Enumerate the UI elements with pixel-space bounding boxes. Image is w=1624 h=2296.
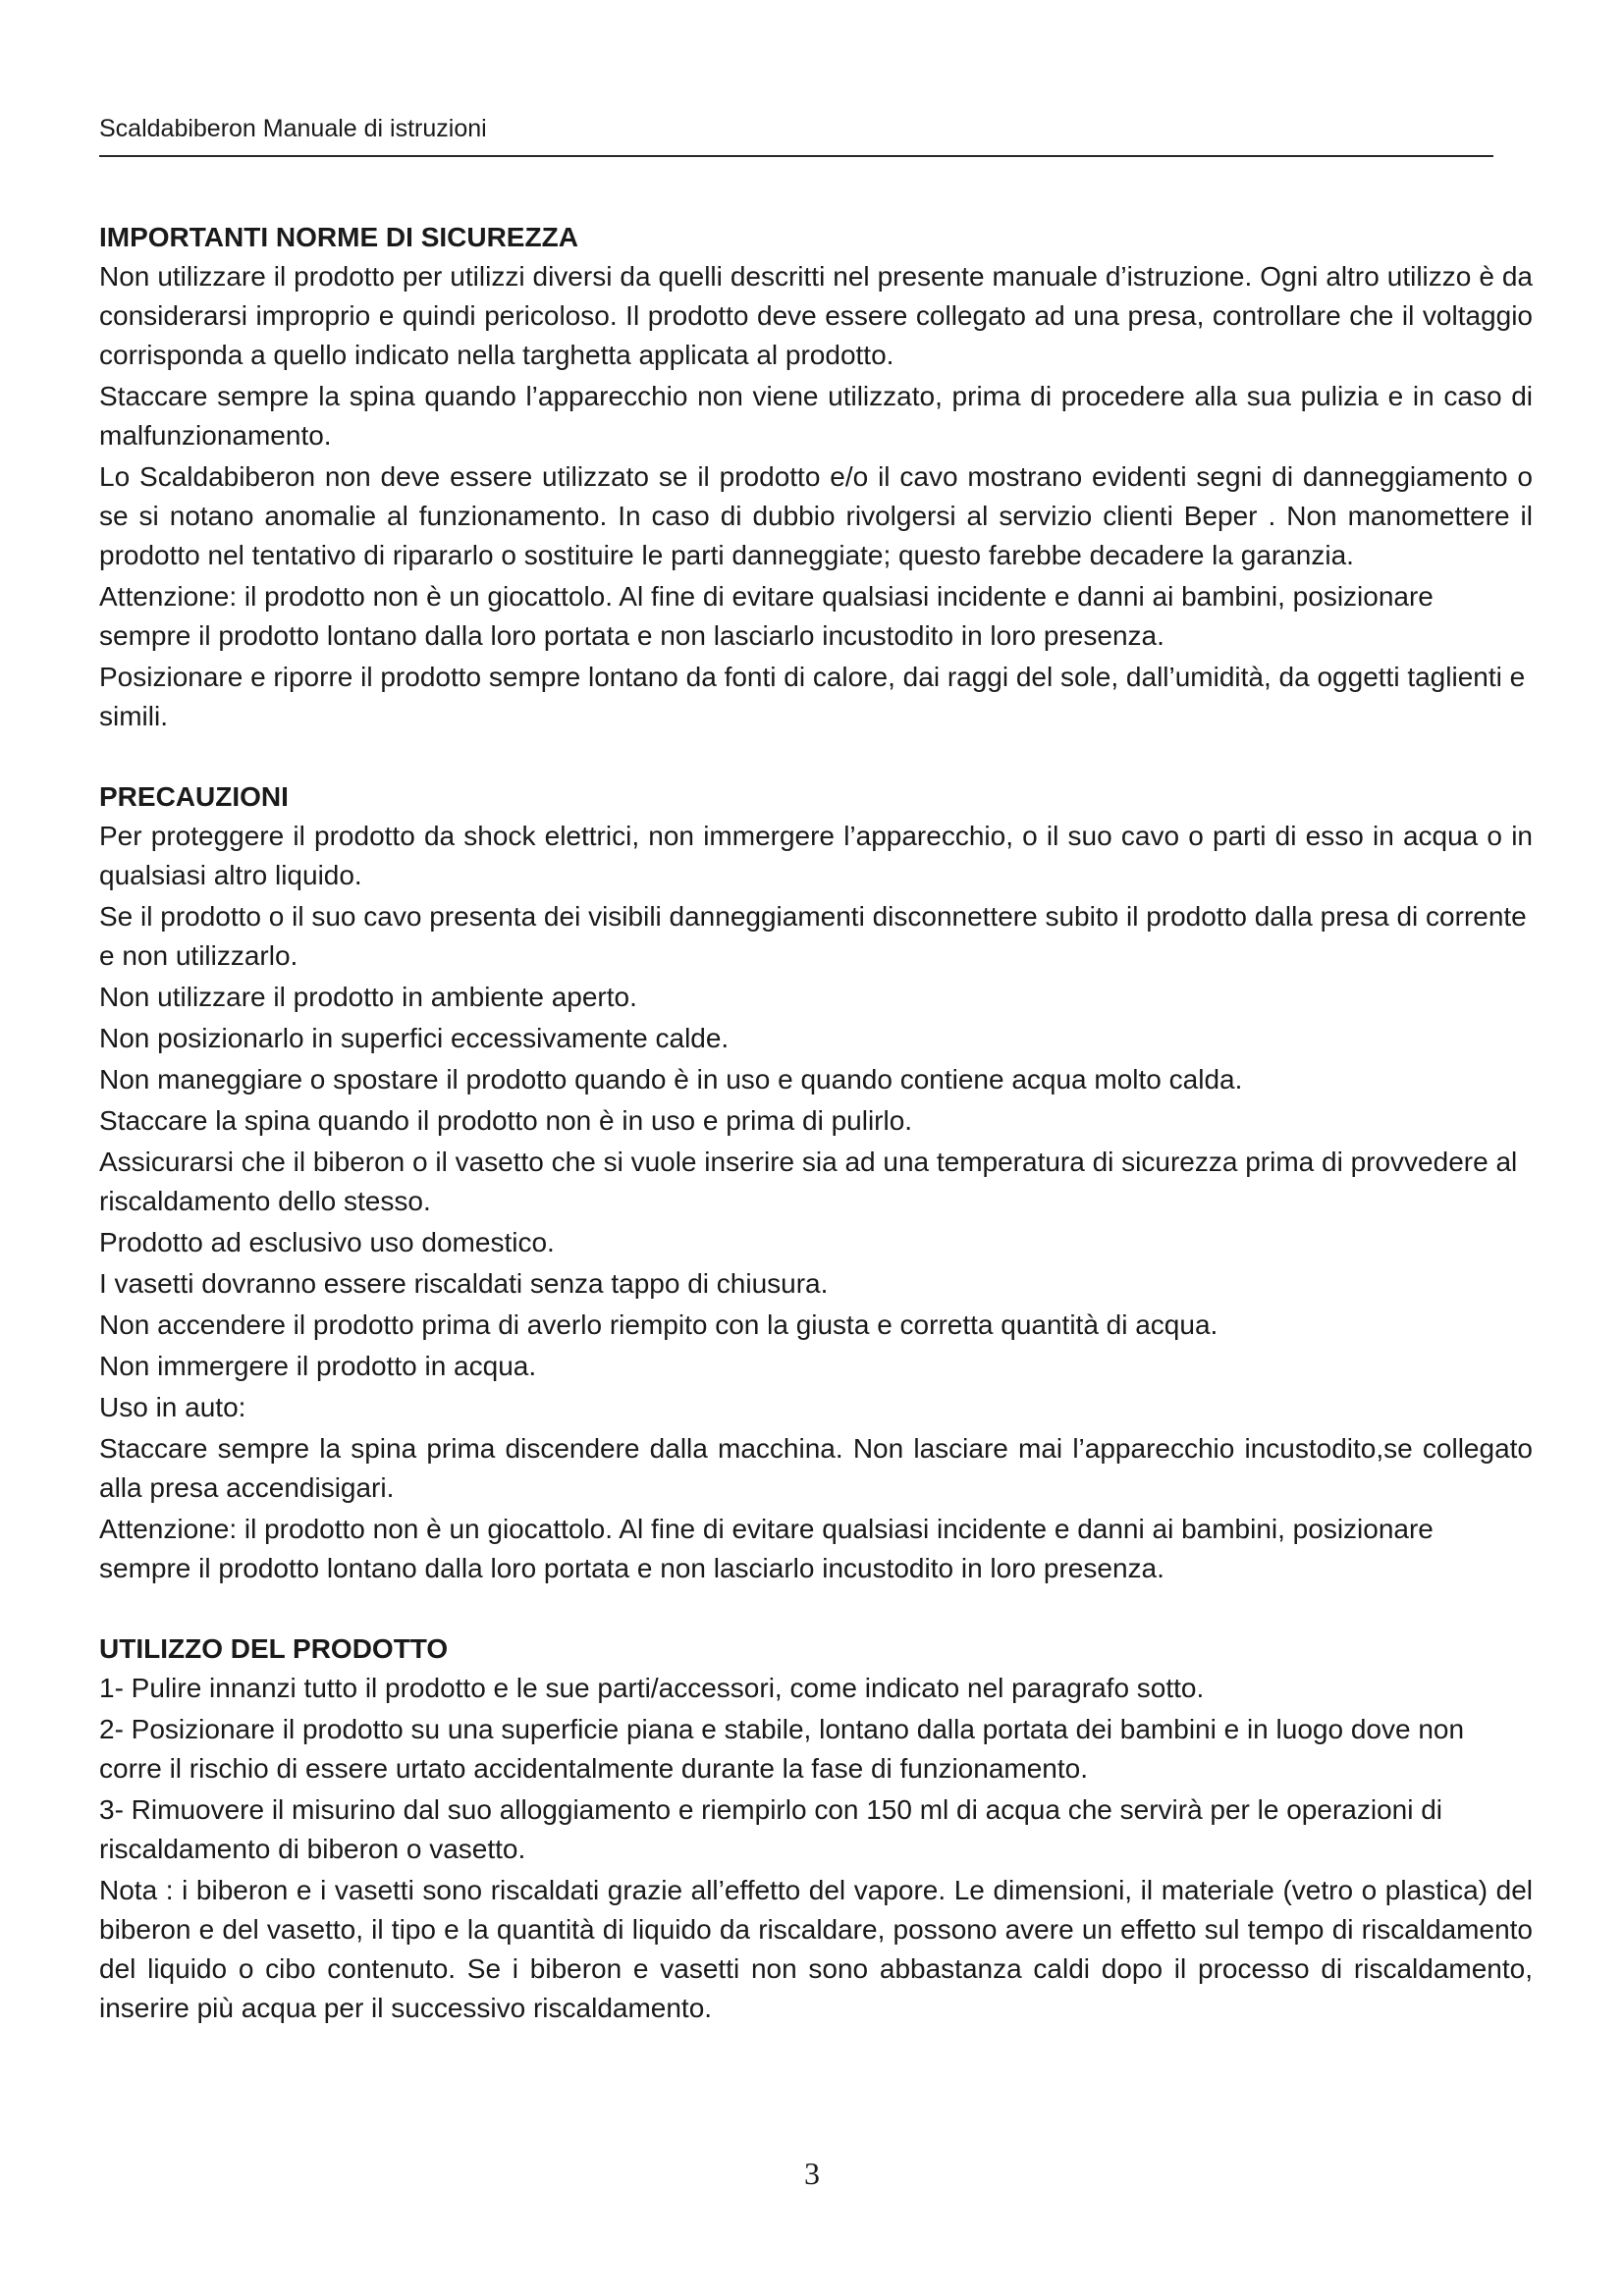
paragraph: Non utilizzare il prodotto in ambiente aperto. [99,982,637,1012]
paragraph: I vasetti dovranno essere riscaldati senza tappo di chiusura. [99,1268,829,1299]
section-product-use [99,1629,1533,2028]
paragraph: 1- Pulire innanzi tutto il prodotto e le sue parti/accessori, come indicato nel paragrafo sotto. [99,1673,1205,1703]
paragraph: Staccare sempre la spina quando l’apparecchio non viene utilizzato, prima di procedere alla sua pulizia e in caso di malfunzionamento. [99,381,1533,451]
paragraph: Non maneggiare o spostare il prodotto quando è in uso e quando contiene acqua molto calda. [99,1064,1243,1095]
page-body [99,218,1533,2030]
paragraph: Non utilizzare il prodotto per utilizzi diversi da quelli descritti nel presente manuale d’istruzione. Ogni altro utilizzo è da considerarsi improprio e quindi pericoloso. Il prodotto deve essere collegato ad una presa, controllare che il voltaggio corrisponda a quello indicato nella targhetta applicata al prodotto. [99,261,1533,370]
paragraph: Non immergere il prodotto in acqua. [99,1351,537,1381]
section-safety-rules [99,218,1533,736]
paragraph: 2- Posizionare il prodotto su una superficie piana e stabile, lontano dalla portata dei bambini e in luogo dove non corre il rischio di essere urtato accidentalmente durante la fase di funzionamento. [99,1714,1465,1784]
running-header: Scaldabiberon Manuale di istruzioni [99,115,487,142]
paragraph: Per proteggere il prodotto da shock elettrici, non immergere l’apparecchio, o il suo cavo o parti di esso in acqua o in qualsiasi altro liquido. [99,821,1533,890]
paragraph: Uso in auto: [99,1392,246,1422]
section-title: PRECAUZIONI [99,781,289,812]
paragraph: Non accendere il prodotto prima di averlo riempito con la giusta e corretta quantità di acqua. [99,1309,1218,1340]
paragraph: 3- Rimuovere il misurino dal suo alloggiamento e riempirlo con 150 ml di acqua che servirà per le operazioni di riscaldamento di biberon o vasetto. [99,1794,1443,1864]
section-precautions [99,777,1533,1588]
paragraph: Staccare la spina quando il prodotto non è in uso e prima di pulirlo. [99,1105,913,1136]
paragraph: Attenzione: il prodotto non è un giocattolo. Al fine di evitare qualsiasi incidente e danni ai bambini, posizionare sempre il prodotto lontano dalla loro portata e non lasciarlo incustodito in loro presenza. [99,1514,1434,1583]
paragraph: Staccare sempre la spina prima discendere dalla macchina. Non lasciare mai l’apparecchio incustodito,se collegato alla presa accendisigari. [99,1433,1533,1503]
paragraph: Lo Scaldabiberon non deve essere utilizzato se il prodotto e/o il cavo mostrano evidenti segni di danneggiamento o se si notano anomalie al funzionamento. In caso di dubbio rivolgersi al servizio clienti Beper . Non manomettere il prodotto nel tentativo di ripararlo o sostituire le parti danneggiate; questo farebbe decadere la garanzia. [99,461,1533,570]
header-divider [99,155,1493,157]
paragraph: Nota : i biberon e i vasetti sono riscaldati grazie all’effetto del vapore. Le dimensioni, il materiale (vetro o plastica) del biberon e del vasetto, il tipo e la quantità di liquido da riscaldare, possono avere un effetto sul tempo di riscaldamento del liquido o cibo contenuto. Se i biberon e vasetti non sono abbastanza caldi dopo il processo di riscaldamento, inserire più acqua per il successivo riscaldamento. [99,1875,1533,2023]
paragraph: Prodotto ad esclusivo uso domestico. [99,1227,555,1257]
paragraph: Se il prodotto o il suo cavo presenta dei visibili danneggiamenti disconnettere subito il prodotto dalla presa di corrente e non utilizzarlo. [99,901,1527,971]
page-number: 3 [804,2156,820,2191]
section-title: UTILIZZO DEL PRODOTTO [99,1633,449,1664]
paragraph: Attenzione: il prodotto non è un giocattolo. Al fine di evitare qualsiasi incidente e danni ai bambini, posizionare sempre il prodotto lontano dalla loro portata e non lasciarlo incustodito in loro presenza. [99,581,1434,651]
paragraph: Non posizionarlo in superfici eccessivamente calde. [99,1023,730,1053]
paragraph: Assicurarsi che il biberon o il vasetto che si vuole inserire sia ad una temperatura di sicurezza prima di provvedere al riscaldamento dello stesso. [99,1147,1518,1216]
paragraph: Posizionare e riporre il prodotto sempre lontano da fonti di calore, dai raggi del sole, dall’umidità, da oggetti taglienti e simili. [99,662,1526,731]
section-title: IMPORTANTI NORME DI SICUREZZA [99,222,578,252]
